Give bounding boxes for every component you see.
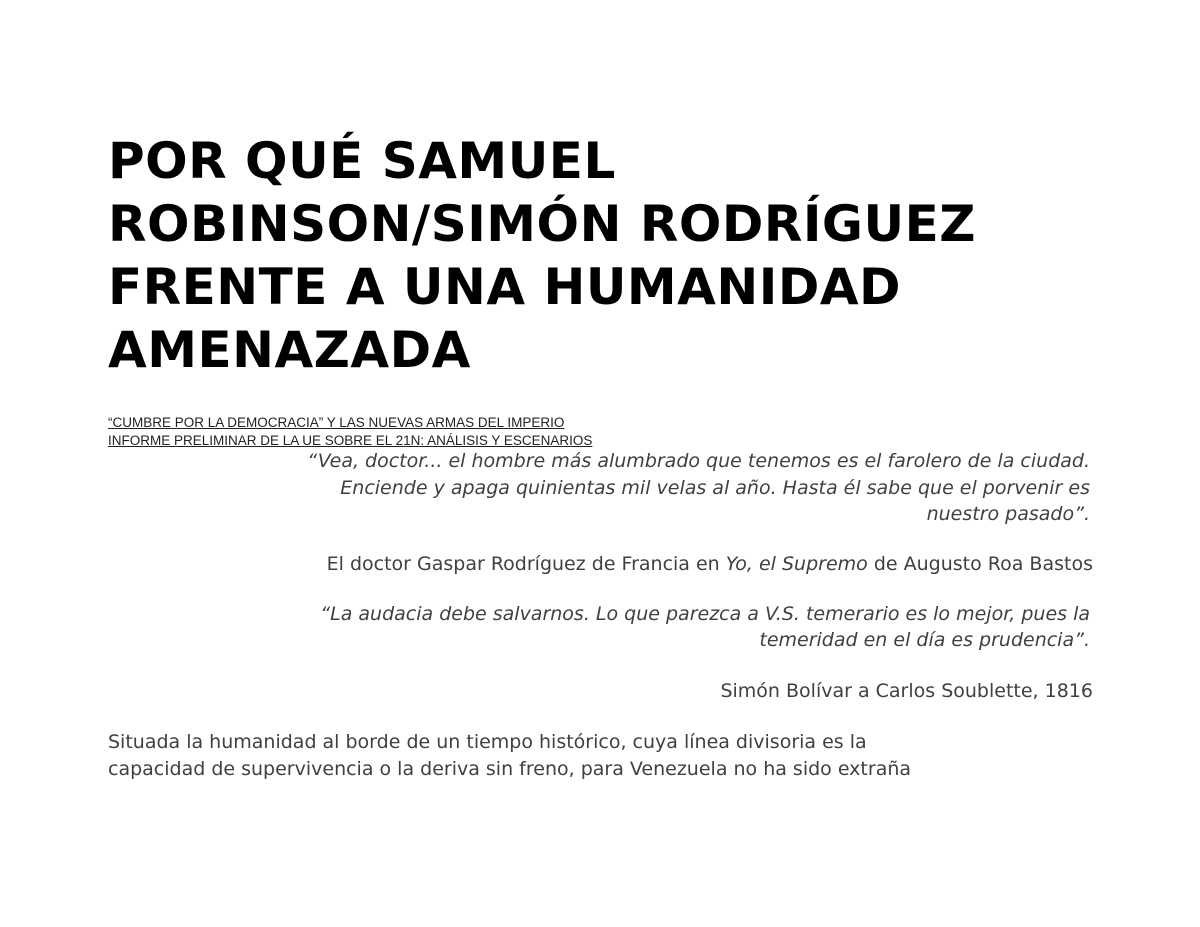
related-links xyxy=(108,414,1093,450)
quote-line: Enciende y apaga quinientas mil velas al año. Hasta él sabe que el porvenir es xyxy=(340,476,1090,499)
title-line: FRENTE A UNA HUMANIDAD xyxy=(108,258,902,316)
attribution-suffix: de Augusto Roa Bastos xyxy=(867,552,1093,575)
title-line: POR QUÉ SAMUEL xyxy=(108,132,616,190)
epigraph-attribution-roa-bastos xyxy=(108,551,1093,577)
title-line: AMENAZADA xyxy=(108,321,471,379)
attribution-work-title: Yo, el Supremo xyxy=(725,552,868,575)
attribution-prefix: El doctor Gaspar Rodríguez de Francia en xyxy=(326,552,726,575)
quote-line: temeridad en el día es prudencia”. xyxy=(759,629,1090,651)
epigraph-quote-bolivar xyxy=(108,601,1093,654)
related-link-informe[interactable]: INFORME PRELIMINAR DE LA UE SOBRE EL 21N: ANÁLISIS Y ESCENARIOS xyxy=(108,433,593,448)
related-link-cumbre[interactable]: “CUMBRE POR LA DEMOCRACIA” Y LAS NUEVAS ARMAS DEL IMPERIO xyxy=(108,415,565,430)
title-line: ROBINSON/SIMÓN RODRÍGUEZ xyxy=(108,195,976,253)
page-title xyxy=(108,130,1093,382)
quote-line: “Vea, doctor... el hombre más alumbrado que tenemos es el farolero de la ciudad. xyxy=(307,450,1090,472)
quote-line: “La audacia debe salvarnos. Lo que parezca a V.S. temerario es lo mejor, pues la xyxy=(320,602,1090,625)
epigraph-quote-roa-bastos xyxy=(108,448,1093,528)
quote-line: nuestro pasado”. xyxy=(926,503,1090,525)
epigraph-attribution-bolivar: Simón Bolívar a Carlos Soublette, 1816 xyxy=(720,679,1093,702)
body-line: Situada la humanidad al borde de un tiempo histórico, cuya línea divisoria es la xyxy=(108,730,867,753)
body-line: capacidad de supervivencia o la deriva sin freno, para Venezuela no ha sido extraña xyxy=(108,757,912,780)
article xyxy=(108,130,1093,783)
body-paragraph xyxy=(108,729,1093,783)
